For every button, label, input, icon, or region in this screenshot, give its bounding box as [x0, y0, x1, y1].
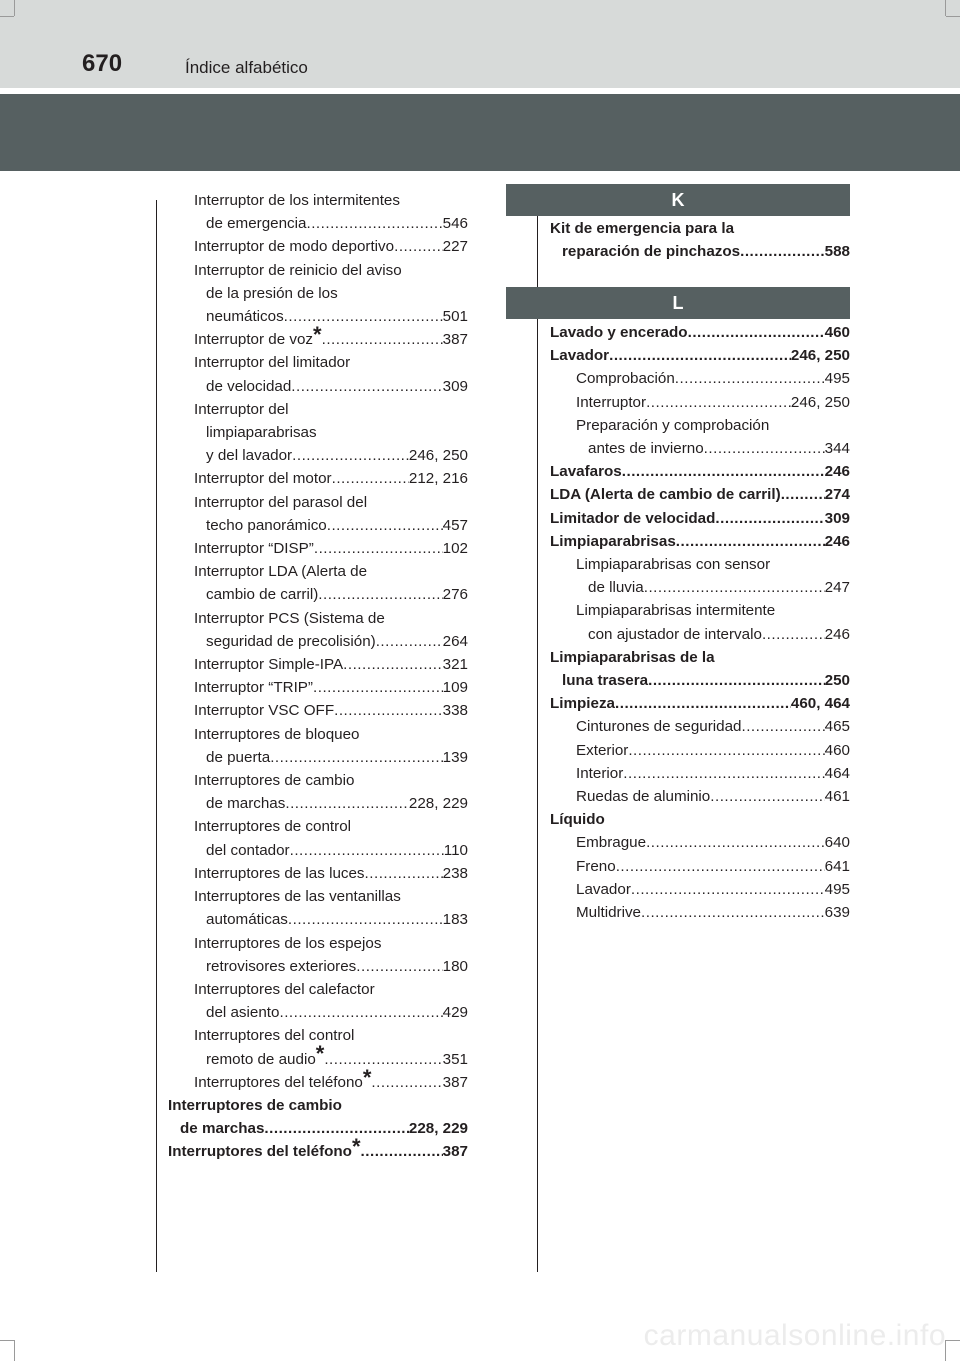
entry-term: automáticas — [206, 911, 288, 929]
entry-term: Interruptor del motor — [194, 470, 332, 488]
page-reference[interactable]: 460 — [824, 741, 850, 759]
entry-term: Interior — [576, 764, 624, 782]
dot-leader — [646, 391, 791, 414]
page-reference[interactable]: 387 — [442, 1073, 468, 1091]
index-entry — [168, 212, 468, 235]
page-reference[interactable]: 460, 464 — [790, 695, 850, 713]
dot-leader — [628, 739, 824, 762]
dot-leader — [646, 831, 825, 854]
header-dark-band — [0, 94, 960, 171]
entry-term: Interruptor “TRIP” — [194, 679, 313, 697]
page-reference[interactable]: 465 — [824, 718, 850, 736]
entry-term: Interruptor del — [194, 400, 289, 418]
page-reference[interactable]: 180 — [442, 957, 468, 975]
entry-term: de puerta — [206, 748, 271, 766]
entry-term: Interruptores de los espejos — [194, 934, 382, 952]
entry-term: Lavafaros — [550, 463, 622, 481]
footnote-asterisk: * — [362, 1064, 372, 1090]
index-entry — [550, 367, 850, 390]
page-reference[interactable]: 183 — [442, 911, 468, 929]
index-entry — [550, 437, 850, 460]
index-entry — [168, 699, 468, 722]
index-entry — [168, 189, 468, 212]
page-reference[interactable]: 246, 250 — [790, 347, 850, 365]
page-reference[interactable]: 495 — [824, 370, 850, 388]
section-title: Índice alfabético — [185, 58, 308, 77]
letter-header-l: L — [506, 287, 850, 319]
entry-term: Interruptores de cambio — [194, 772, 355, 790]
page-reference[interactable]: 495 — [824, 880, 850, 898]
index-entry — [168, 723, 468, 746]
dot-leader — [361, 1140, 443, 1163]
header-band — [0, 0, 960, 88]
page-reference[interactable]: 344 — [824, 440, 850, 458]
entry-term: reparación de pinchazos — [562, 243, 741, 261]
page-reference[interactable]: 238 — [442, 864, 468, 882]
entry-term: Limpiaparabrisas de la — [550, 648, 715, 666]
entry-term: Interruptor PCS (Sistema de — [194, 609, 385, 627]
page-reference[interactable]: 464 — [824, 764, 850, 782]
index-entry — [168, 537, 468, 560]
page-reference[interactable]: 274 — [824, 486, 850, 504]
index-entry — [550, 739, 850, 762]
page-reference[interactable]: 139 — [442, 748, 468, 766]
index-entry — [168, 322, 468, 351]
entry-term: seguridad de precolisión) — [206, 632, 376, 650]
entry-term: retrovisores exteriores — [206, 957, 357, 975]
dot-leader — [314, 537, 443, 560]
dot-leader — [376, 630, 443, 653]
page-reference[interactable]: 387 — [442, 1143, 468, 1161]
entry-term: Interruptor de los intermitentes — [194, 192, 400, 209]
index-entry — [168, 235, 468, 258]
page-reference[interactable]: 309 — [824, 509, 850, 527]
entry-term: Interruptores de las luces — [194, 864, 365, 882]
index-entry — [168, 351, 468, 374]
page-reference[interactable]: 501 — [442, 308, 468, 326]
entry-term: Limpiaparabrisas — [550, 532, 676, 550]
index-entry — [168, 676, 468, 699]
dot-leader — [292, 444, 409, 467]
index-entry — [168, 375, 468, 398]
entry-term: Interruptores del teléfono* — [168, 1134, 361, 1161]
dot-leader — [371, 1071, 442, 1094]
entry-term: Lavador — [550, 347, 610, 365]
index-entry — [168, 259, 468, 282]
entry-term: LDA (Alerta de cambio de carril) — [550, 486, 781, 504]
index-entry — [168, 1094, 468, 1117]
entry-term: Ruedas de aluminio — [576, 788, 711, 806]
dot-leader — [394, 235, 443, 258]
index-entry — [550, 217, 850, 240]
index-column-left — [168, 189, 468, 1164]
index-entry — [550, 321, 850, 344]
entry-term: Interruptor Simple-IPA — [194, 656, 344, 674]
index-entry — [168, 955, 468, 978]
index-entry — [168, 885, 468, 908]
letter-header-k: K — [506, 184, 850, 216]
dot-leader — [615, 692, 791, 715]
page-reference[interactable]: 110 — [443, 841, 468, 859]
page-reference[interactable]: 227 — [442, 238, 468, 256]
dot-leader — [710, 785, 824, 808]
index-entry — [550, 344, 850, 367]
entry-term: Lavado y encerado — [550, 324, 688, 341]
index-entry — [550, 762, 850, 785]
entry-term: remoto de audio* — [206, 1041, 325, 1068]
page-reference[interactable]: 228, 229 — [408, 795, 468, 813]
index-entry — [168, 1001, 468, 1024]
index-entry — [168, 607, 468, 630]
page-reference[interactable]: 546 — [442, 215, 468, 233]
crop-mark — [14, 0, 15, 16]
dot-leader — [715, 507, 824, 530]
index-entry — [168, 746, 468, 769]
entry-term: luna trasera — [562, 672, 649, 690]
index-entry — [550, 831, 850, 854]
index-entry — [168, 815, 468, 838]
index-entry — [550, 599, 850, 622]
entry-term: Interruptor “DISP” — [194, 540, 314, 558]
page-reference[interactable]: 246, 250 — [408, 447, 468, 465]
dot-leader — [290, 839, 444, 862]
page-reference[interactable]: 640 — [824, 834, 850, 852]
entry-term: Kit de emergencia para la — [550, 220, 735, 237]
page-reference[interactable]: 246, 250 — [790, 393, 850, 411]
dot-leader — [641, 901, 825, 924]
column-divider-left — [156, 200, 157, 1272]
crop-mark — [945, 0, 946, 16]
page-reference[interactable]: 246 — [824, 532, 850, 550]
entry-term: Interruptor del limitador — [194, 354, 351, 372]
dot-leader — [332, 467, 409, 490]
index-entry — [550, 530, 850, 553]
index-entry — [168, 583, 468, 606]
entry-term: del contador — [206, 841, 290, 859]
entry-term: Interruptor — [576, 393, 647, 411]
crop-mark — [946, 1340, 960, 1341]
dot-leader — [270, 746, 442, 769]
footer-watermark: carmanualsonline.info — [643, 1319, 946, 1352]
entry-term: Embrague — [576, 834, 647, 852]
dot-leader — [676, 530, 825, 553]
dot-leader — [322, 328, 443, 351]
entry-term: Interruptores de bloqueo — [194, 725, 360, 743]
entry-term: Interruptor de voz* — [194, 322, 322, 349]
dot-leader — [356, 955, 442, 978]
dot-leader — [279, 1001, 442, 1024]
entry-term: Preparación y comprobación — [576, 416, 770, 434]
index-section-k — [550, 217, 850, 263]
index-entry — [550, 623, 850, 646]
entry-term: antes de invierno — [588, 440, 704, 458]
index-entry — [550, 483, 850, 506]
entry-term: Freno — [576, 857, 616, 875]
dot-leader — [285, 792, 409, 815]
dot-leader — [327, 514, 443, 537]
index-entry — [168, 630, 468, 653]
dot-leader — [291, 375, 442, 398]
crop-mark — [14, 1340, 15, 1361]
page-reference[interactable]: 460 — [824, 324, 850, 341]
dot-leader — [631, 878, 825, 901]
entry-term: techo panorámico — [206, 516, 327, 534]
page-reference[interactable]: 457 — [442, 516, 468, 534]
index-entry — [168, 560, 468, 583]
page-reference[interactable]: 109 — [442, 679, 468, 697]
index-entry — [168, 932, 468, 955]
page-reference[interactable]: 321 — [442, 656, 468, 674]
index-section-l — [550, 321, 850, 924]
dot-leader — [644, 576, 825, 599]
page-reference[interactable]: 246 — [824, 625, 850, 643]
entry-term: Comprobación — [576, 370, 675, 388]
entry-term: Limpiaparabrisas intermitente — [576, 602, 776, 620]
page-reference[interactable]: 639 — [824, 904, 850, 922]
dot-leader — [264, 1117, 408, 1140]
dot-leader — [741, 715, 824, 738]
index-entry — [168, 491, 468, 514]
page-reference[interactable]: 246 — [824, 463, 850, 481]
page-reference[interactable]: 641 — [824, 857, 850, 875]
index-entry — [168, 653, 468, 676]
index-entry — [168, 398, 468, 421]
index-entry — [168, 1117, 468, 1140]
index-entry — [550, 669, 850, 692]
dot-leader — [288, 908, 443, 931]
entry-term: Interruptores de control — [194, 818, 352, 836]
entry-term: Interruptores de las ventanillas — [194, 888, 401, 906]
entry-term: Limitador de velocidad — [550, 509, 716, 527]
index-entry — [550, 460, 850, 483]
entry-term: cambio de carril) — [206, 586, 319, 604]
dot-leader — [306, 212, 442, 235]
entry-term: Cinturones de seguridad — [576, 718, 742, 736]
page-reference[interactable]: 250 — [824, 672, 850, 690]
dot-leader — [740, 240, 825, 263]
entry-term: de velocidad — [206, 377, 292, 395]
page-reference[interactable]: 351 — [442, 1050, 468, 1068]
dot-leader — [324, 1048, 442, 1071]
dot-leader — [704, 437, 825, 460]
dot-leader — [762, 623, 825, 646]
page-reference[interactable]: 212, 216 — [408, 470, 468, 488]
dot-leader — [781, 483, 825, 506]
page-reference[interactable]: 429 — [442, 1004, 468, 1022]
entry-term: Interruptor de reinicio del aviso — [194, 261, 402, 279]
page-reference[interactable]: 338 — [442, 702, 468, 720]
entry-term: del asiento — [206, 1004, 280, 1022]
dot-leader — [343, 653, 443, 676]
index-entry — [168, 1134, 468, 1163]
entry-term: Interruptor del parasol del — [194, 493, 368, 511]
entry-term: neumáticos — [206, 308, 284, 326]
index-entry — [550, 901, 850, 924]
entry-term: de la presión de los — [206, 284, 338, 302]
index-entry — [550, 414, 850, 437]
page-number: 670 — [82, 50, 123, 77]
index-entry — [168, 444, 468, 467]
crop-mark — [0, 16, 14, 17]
index-entry — [168, 792, 468, 815]
entry-term: Interruptores del calefactor — [194, 980, 375, 998]
entry-term: Interruptor VSC OFF — [194, 702, 335, 720]
dot-leader — [284, 305, 443, 328]
page-reference[interactable]: 588 — [824, 243, 850, 261]
page-reference[interactable]: 102 — [442, 540, 468, 558]
dot-leader — [623, 762, 824, 785]
index-entry — [550, 576, 850, 599]
dot-leader — [365, 862, 443, 885]
entry-term: Limpiaparabrisas con sensor — [576, 556, 771, 574]
index-entry — [550, 391, 850, 414]
entry-term: Líquido — [550, 811, 605, 829]
page-reference[interactable]: 264 — [442, 632, 468, 650]
entry-term: Exterior — [576, 741, 629, 759]
index-entry — [550, 715, 850, 738]
column-divider-middle — [537, 200, 538, 1272]
entry-term: y del lavador — [206, 447, 293, 465]
footnote-asterisk: * — [351, 1134, 361, 1160]
dot-leader — [675, 367, 825, 390]
index-entry — [168, 467, 468, 490]
index-entry — [550, 855, 850, 878]
entry-term: de marchas — [180, 1120, 265, 1138]
crop-mark — [946, 16, 960, 17]
crop-mark — [0, 1340, 14, 1341]
index-entry — [168, 1064, 468, 1094]
entry-term: Multidrive — [576, 904, 641, 922]
entry-term: de lluvia — [588, 579, 644, 597]
entry-term: Lavador — [576, 880, 631, 898]
index-entry — [168, 978, 468, 1001]
page-reference[interactable]: 309 — [442, 377, 468, 395]
index-entry — [550, 553, 850, 576]
entry-term: limpiaparabrisas — [206, 424, 317, 442]
dot-leader — [616, 855, 825, 878]
entry-term: de marchas — [206, 795, 286, 813]
page-reference[interactable]: 228, 229 — [408, 1120, 468, 1138]
index-entry — [550, 692, 850, 715]
entry-term: Interruptor de modo deportivo — [194, 238, 395, 256]
dot-leader — [318, 583, 442, 606]
page-reference[interactable]: 276 — [442, 586, 468, 604]
dot-leader — [648, 669, 825, 692]
entry-term: Interruptor LDA (Alerta de — [194, 563, 368, 581]
index-entry — [550, 878, 850, 901]
index-entry — [168, 908, 468, 931]
index-entry — [550, 240, 850, 263]
entry-term: Interruptores del control — [194, 1027, 355, 1045]
index-entry — [168, 769, 468, 792]
index-entry — [168, 282, 468, 305]
index-entry — [168, 1041, 468, 1071]
dot-leader — [609, 344, 791, 367]
entry-term: Interruptores de cambio — [168, 1096, 342, 1114]
page-reference[interactable]: 387 — [442, 331, 468, 349]
entry-term: Limpieza — [550, 695, 615, 713]
index-entry — [168, 514, 468, 537]
index-entry — [168, 862, 468, 885]
footnote-asterisk: * — [315, 1041, 325, 1067]
index-entry — [550, 507, 850, 530]
entry-term: Interruptores del teléfono* — [194, 1064, 372, 1091]
dot-leader — [313, 676, 443, 699]
index-entry — [550, 785, 850, 808]
index-entry — [550, 808, 850, 831]
dot-leader — [334, 699, 443, 722]
index-entry — [550, 646, 850, 669]
dot-leader — [688, 321, 825, 344]
index-entry — [168, 421, 468, 444]
entry-term: con ajustador de intervalo — [588, 625, 762, 643]
index-entry — [168, 839, 468, 862]
dot-leader — [622, 460, 825, 483]
entry-term: de emergencia — [206, 215, 307, 233]
page-reference[interactable]: 461 — [824, 788, 850, 806]
page-reference[interactable]: 247 — [824, 579, 850, 597]
footnote-asterisk: * — [313, 322, 322, 348]
